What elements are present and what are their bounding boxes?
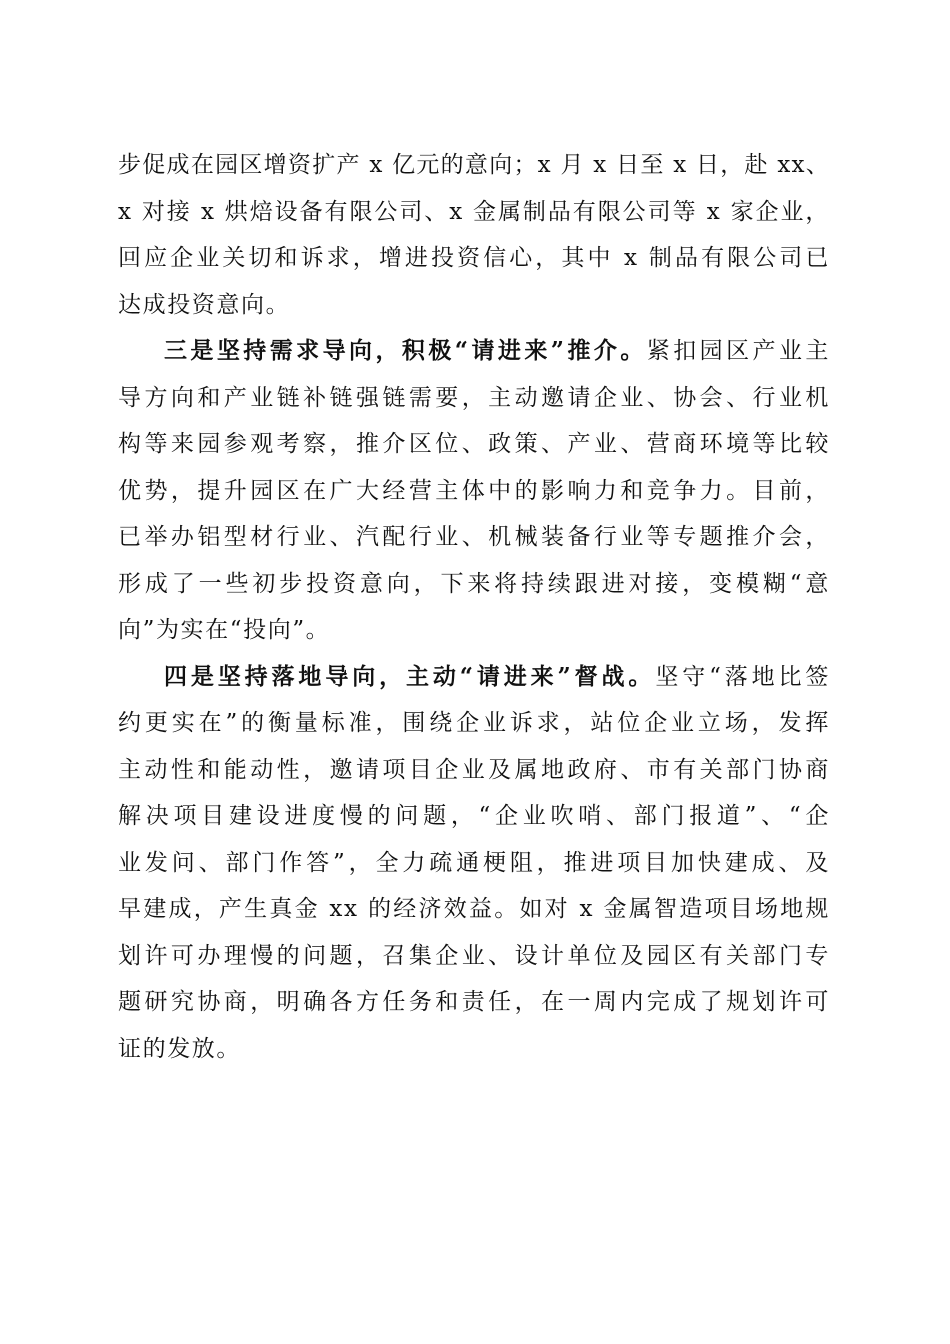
text-line: 约更实在”的衡量标准，围绕企业诉求，站位企业立场，发挥 (118, 710, 830, 736)
text-line: 回应企业关切和诉求，增进投资信心，其中 x 制品有限公司已 (118, 245, 830, 271)
text-line: 已举办铝型材行业、汽配行业、机械装备行业等专题推介会， (118, 524, 830, 550)
text-line: 向”为实在“投向”。 (118, 617, 331, 643)
text-line: 优势，提升园区在广大经营主体中的影响力和竞争力。目前， (118, 477, 830, 504)
text-line: 业发问、部门作答”，全力疏通梗阻，推进项目加快建成、及 (118, 849, 830, 876)
text-line: 主动性和能动性，邀请项目企业及属地政府、市有关部门协商 (118, 756, 830, 783)
text-line: 构等来园参观考察，推介区位、政策、产业、营商环境等比较 (118, 431, 830, 457)
paragraph-heading: 三是坚持需求导向，积极“请进来”推介。 (164, 337, 647, 364)
paragraph-text: 坚守“落地比签 (655, 663, 830, 690)
text-line: 导方向和产业链补链强链需要，主动邀请企业、协会、行业机 (118, 384, 830, 411)
text-line: 早建成，产生真金 xx 的经济效益。如对 x 金属智造项目场地规 (118, 896, 830, 922)
text-line: 划许可办理慢的问题，召集企业、设计单位及园区有关部门专 (118, 942, 830, 969)
text-line: 形成了一些初步投资意向，下来将持续跟进对接，变模糊“意 (118, 570, 830, 597)
text-line: 证的发放。 (118, 1035, 241, 1062)
text-line: x 对接 x 烘焙设备有限公司、x 金属制品有限公司等 x 家企业， (118, 198, 830, 225)
body-text (118, 142, 830, 1072)
text-line: 解决项目建设进度慢的问题，“企业吹哨、部门报道”、“企 (118, 803, 830, 829)
paragraph-first-line (118, 328, 830, 375)
text-line: 步促成在园区增资扩产 x 亿元的意向；x 月 x 日至 x 日，赴 xx、 (118, 152, 830, 178)
text-line: 题研究协商，明确各方任务和责任，在一周内完成了规划许可 (118, 989, 830, 1015)
text-line: 达成投资意向。 (118, 291, 291, 318)
paragraph-heading: 四是坚持落地导向，主动“请进来”督战。 (164, 662, 656, 690)
paragraph-text: 紧扣园区产业主 (646, 338, 831, 364)
paragraph-first-line (118, 654, 830, 701)
